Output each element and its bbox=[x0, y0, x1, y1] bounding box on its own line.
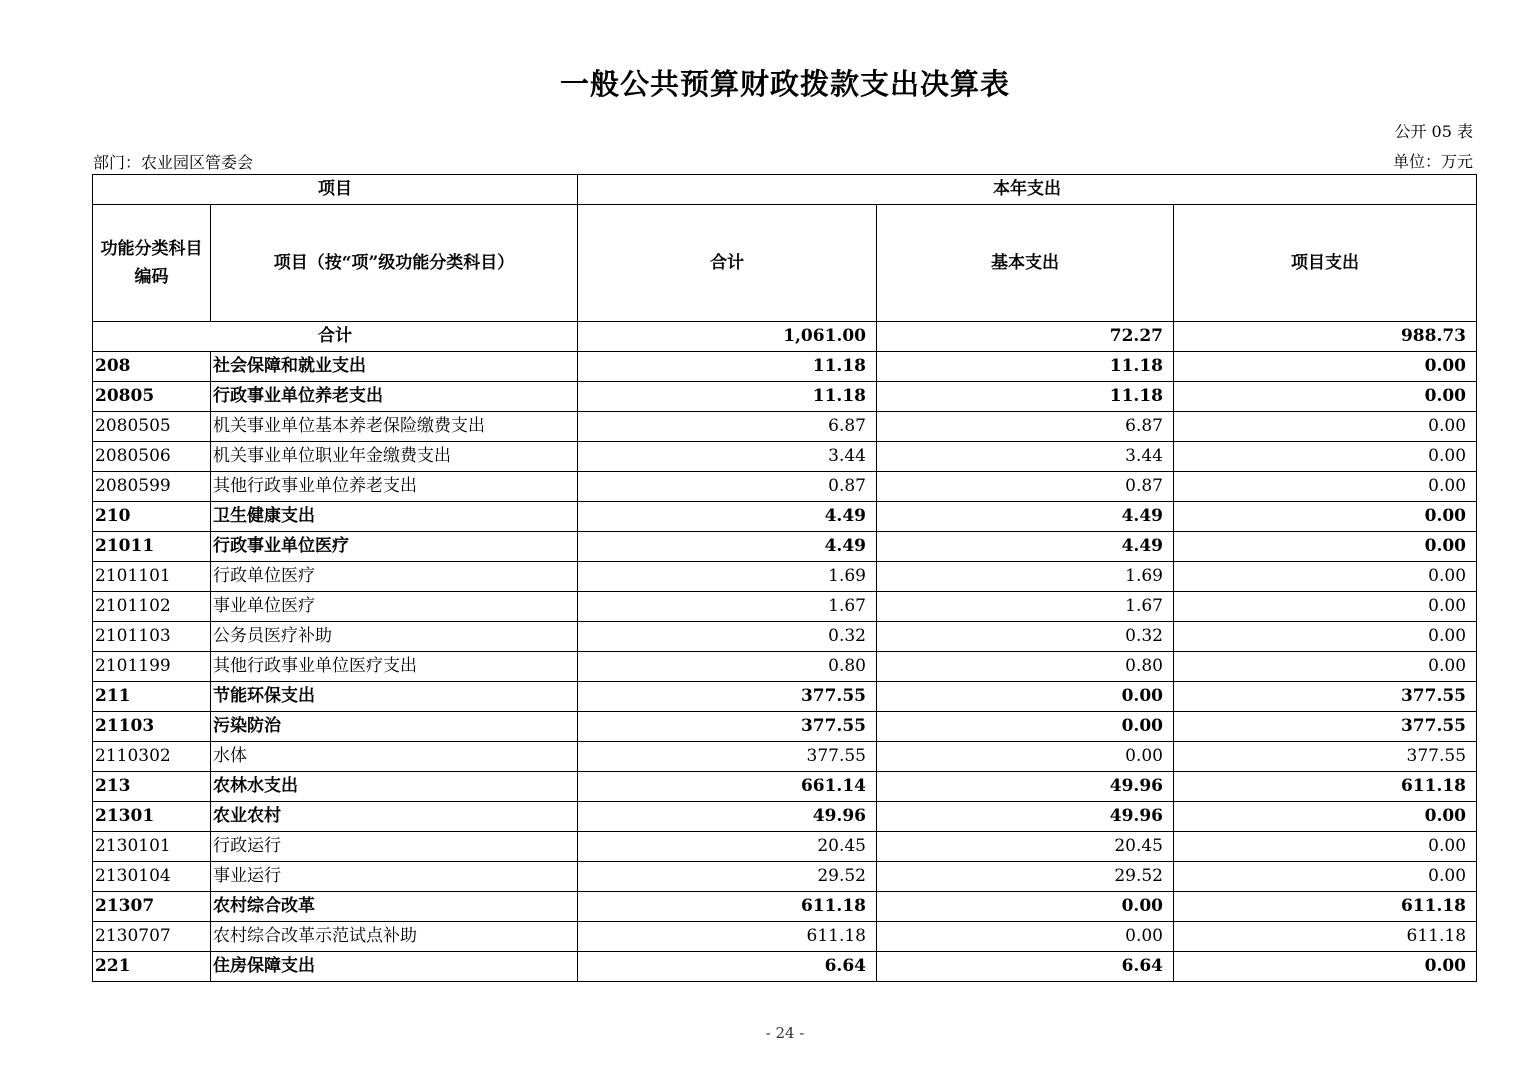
row-project: 377.55 bbox=[1174, 712, 1477, 742]
table-row bbox=[93, 772, 1477, 802]
row-code: 21011 bbox=[93, 532, 211, 562]
row-name: 行政事业单位医疗 bbox=[211, 532, 578, 562]
row-basic: 49.96 bbox=[877, 772, 1174, 802]
table-row bbox=[93, 802, 1477, 832]
row-project: 0.00 bbox=[1174, 832, 1477, 862]
total-project: 988.73 bbox=[1174, 322, 1477, 352]
row-name: 农业农村 bbox=[211, 802, 578, 832]
row-name: 社会保障和就业支出 bbox=[211, 352, 578, 382]
row-code: 210 bbox=[93, 502, 211, 532]
table-row bbox=[93, 712, 1477, 742]
row-code: 2101101 bbox=[93, 562, 211, 592]
row-basic: 0.00 bbox=[877, 922, 1174, 952]
table-row bbox=[93, 832, 1477, 862]
table-row bbox=[93, 562, 1477, 592]
row-name: 卫生健康支出 bbox=[211, 502, 578, 532]
row-code: 2101103 bbox=[93, 622, 211, 652]
row-project: 0.00 bbox=[1174, 532, 1477, 562]
row-project: 377.55 bbox=[1174, 682, 1477, 712]
row-total: 661.14 bbox=[578, 772, 877, 802]
table-row bbox=[93, 502, 1477, 532]
table-row bbox=[93, 472, 1477, 502]
header-item: 项目 bbox=[93, 175, 578, 205]
row-total: 3.44 bbox=[578, 442, 877, 472]
row-project: 611.18 bbox=[1174, 772, 1477, 802]
row-total: 377.55 bbox=[578, 712, 877, 742]
row-basic: 1.69 bbox=[877, 562, 1174, 592]
table-row bbox=[93, 532, 1477, 562]
row-name: 机关事业单位职业年金缴费支出 bbox=[211, 442, 578, 472]
row-name: 事业运行 bbox=[211, 862, 578, 892]
row-total: 4.49 bbox=[578, 532, 877, 562]
row-project: 0.00 bbox=[1174, 802, 1477, 832]
row-basic: 0.00 bbox=[877, 742, 1174, 772]
table-row bbox=[93, 622, 1477, 652]
table-row bbox=[93, 592, 1477, 622]
row-total: 11.18 bbox=[578, 382, 877, 412]
row-basic: 6.87 bbox=[877, 412, 1174, 442]
row-total: 49.96 bbox=[578, 802, 877, 832]
page-title: 一般公共预算财政拨款支出决算表 bbox=[559, 67, 1010, 101]
row-total: 29.52 bbox=[578, 862, 877, 892]
row-code: 2130104 bbox=[93, 862, 211, 892]
header-current-year: 本年支出 bbox=[578, 175, 1477, 205]
row-project: 0.00 bbox=[1174, 862, 1477, 892]
table-row bbox=[93, 352, 1477, 382]
row-code: 2101102 bbox=[93, 592, 211, 622]
row-total: 1.69 bbox=[578, 562, 877, 592]
row-code: 208 bbox=[93, 352, 211, 382]
row-name: 行政运行 bbox=[211, 832, 578, 862]
table-row bbox=[93, 652, 1477, 682]
row-code: 21307 bbox=[93, 892, 211, 922]
row-total: 1.67 bbox=[578, 592, 877, 622]
row-total: 0.32 bbox=[578, 622, 877, 652]
table-row bbox=[93, 862, 1477, 892]
row-total: 611.18 bbox=[578, 892, 877, 922]
row-basic: 3.44 bbox=[877, 442, 1174, 472]
row-name: 节能环保支出 bbox=[211, 682, 578, 712]
row-basic: 20.45 bbox=[877, 832, 1174, 862]
row-total: 611.18 bbox=[578, 922, 877, 952]
table-row bbox=[93, 952, 1477, 982]
row-code: 2080506 bbox=[93, 442, 211, 472]
header-row-1 bbox=[93, 175, 1477, 205]
header-total: 合计 bbox=[578, 205, 877, 322]
row-name: 事业单位医疗 bbox=[211, 592, 578, 622]
row-total: 20.45 bbox=[578, 832, 877, 862]
row-total: 4.49 bbox=[578, 502, 877, 532]
header-project: 项目支出 bbox=[1174, 205, 1477, 322]
row-basic: 6.64 bbox=[877, 952, 1174, 982]
row-basic: 0.00 bbox=[877, 892, 1174, 922]
row-total: 0.80 bbox=[578, 652, 877, 682]
total-label: 合计 bbox=[93, 322, 578, 352]
form-number: 公开 05 表 bbox=[1394, 122, 1473, 141]
table-row bbox=[93, 682, 1477, 712]
department-label: 部门：农业园区管委会 bbox=[93, 153, 254, 172]
row-project: 0.00 bbox=[1174, 652, 1477, 682]
row-total: 6.87 bbox=[578, 412, 877, 442]
row-basic: 4.49 bbox=[877, 502, 1174, 532]
row-name: 污染防治 bbox=[211, 712, 578, 742]
row-code: 2130707 bbox=[93, 922, 211, 952]
header-row-2 bbox=[93, 205, 1477, 322]
row-total: 377.55 bbox=[578, 682, 877, 712]
row-code: 2130101 bbox=[93, 832, 211, 862]
row-code: 21103 bbox=[93, 712, 211, 742]
row-project: 0.00 bbox=[1174, 952, 1477, 982]
expenditure-table bbox=[92, 174, 1477, 982]
row-project: 0.00 bbox=[1174, 502, 1477, 532]
row-total: 0.87 bbox=[578, 472, 877, 502]
row-name: 农村综合改革示范试点补助 bbox=[211, 922, 578, 952]
row-code: 211 bbox=[93, 682, 211, 712]
row-code: 2110302 bbox=[93, 742, 211, 772]
page-number: - 24 - bbox=[765, 1024, 805, 1042]
row-project: 0.00 bbox=[1174, 382, 1477, 412]
row-total: 6.64 bbox=[578, 952, 877, 982]
row-name: 其他行政事业单位养老支出 bbox=[211, 472, 578, 502]
table-row bbox=[93, 412, 1477, 442]
unit-label: 单位：万元 bbox=[1392, 152, 1473, 171]
row-project: 0.00 bbox=[1174, 622, 1477, 652]
row-code: 21301 bbox=[93, 802, 211, 832]
header-basic: 基本支出 bbox=[877, 205, 1174, 322]
total-basic: 72.27 bbox=[877, 322, 1174, 352]
row-basic: 0.32 bbox=[877, 622, 1174, 652]
row-name: 水体 bbox=[211, 742, 578, 772]
table-row bbox=[93, 442, 1477, 472]
row-basic: 0.00 bbox=[877, 682, 1174, 712]
row-basic: 0.80 bbox=[877, 652, 1174, 682]
header-name: 项目（按“项”级功能分类科目） bbox=[211, 205, 578, 322]
row-basic: 1.67 bbox=[877, 592, 1174, 622]
table-row bbox=[93, 922, 1477, 952]
row-project: 0.00 bbox=[1174, 412, 1477, 442]
row-name: 农村综合改革 bbox=[211, 892, 578, 922]
row-total: 11.18 bbox=[578, 352, 877, 382]
row-code: 2080599 bbox=[93, 472, 211, 502]
row-project: 0.00 bbox=[1174, 352, 1477, 382]
row-project: 0.00 bbox=[1174, 472, 1477, 502]
table-row bbox=[93, 382, 1477, 412]
row-name: 其他行政事业单位医疗支出 bbox=[211, 652, 578, 682]
row-code: 20805 bbox=[93, 382, 211, 412]
total-sum: 1,061.00 bbox=[578, 322, 877, 352]
row-code: 221 bbox=[93, 952, 211, 982]
row-basic: 0.87 bbox=[877, 472, 1174, 502]
row-name: 农林水支出 bbox=[211, 772, 578, 802]
row-basic: 11.18 bbox=[877, 352, 1174, 382]
total-row bbox=[93, 322, 1477, 352]
row-basic: 29.52 bbox=[877, 862, 1174, 892]
row-total: 377.55 bbox=[578, 742, 877, 772]
row-basic: 11.18 bbox=[877, 382, 1174, 412]
row-project: 611.18 bbox=[1174, 892, 1477, 922]
table-row bbox=[93, 742, 1477, 772]
row-name: 行政事业单位养老支出 bbox=[211, 382, 578, 412]
row-project: 377.55 bbox=[1174, 742, 1477, 772]
row-code: 2101199 bbox=[93, 652, 211, 682]
row-name: 机关事业单位基本养老保险缴费支出 bbox=[211, 412, 578, 442]
row-project: 0.00 bbox=[1174, 442, 1477, 472]
row-code: 213 bbox=[93, 772, 211, 802]
row-basic: 49.96 bbox=[877, 802, 1174, 832]
row-project: 0.00 bbox=[1174, 592, 1477, 622]
row-project: 0.00 bbox=[1174, 562, 1477, 592]
row-name: 行政单位医疗 bbox=[211, 562, 578, 592]
table-row bbox=[93, 892, 1477, 922]
row-code: 2080505 bbox=[93, 412, 211, 442]
row-name: 公务员医疗补助 bbox=[211, 622, 578, 652]
row-name: 住房保障支出 bbox=[211, 952, 578, 982]
row-basic: 4.49 bbox=[877, 532, 1174, 562]
header-code: 功能分类科目编码 bbox=[93, 205, 211, 322]
row-project: 611.18 bbox=[1174, 922, 1477, 952]
row-basic: 0.00 bbox=[877, 712, 1174, 742]
